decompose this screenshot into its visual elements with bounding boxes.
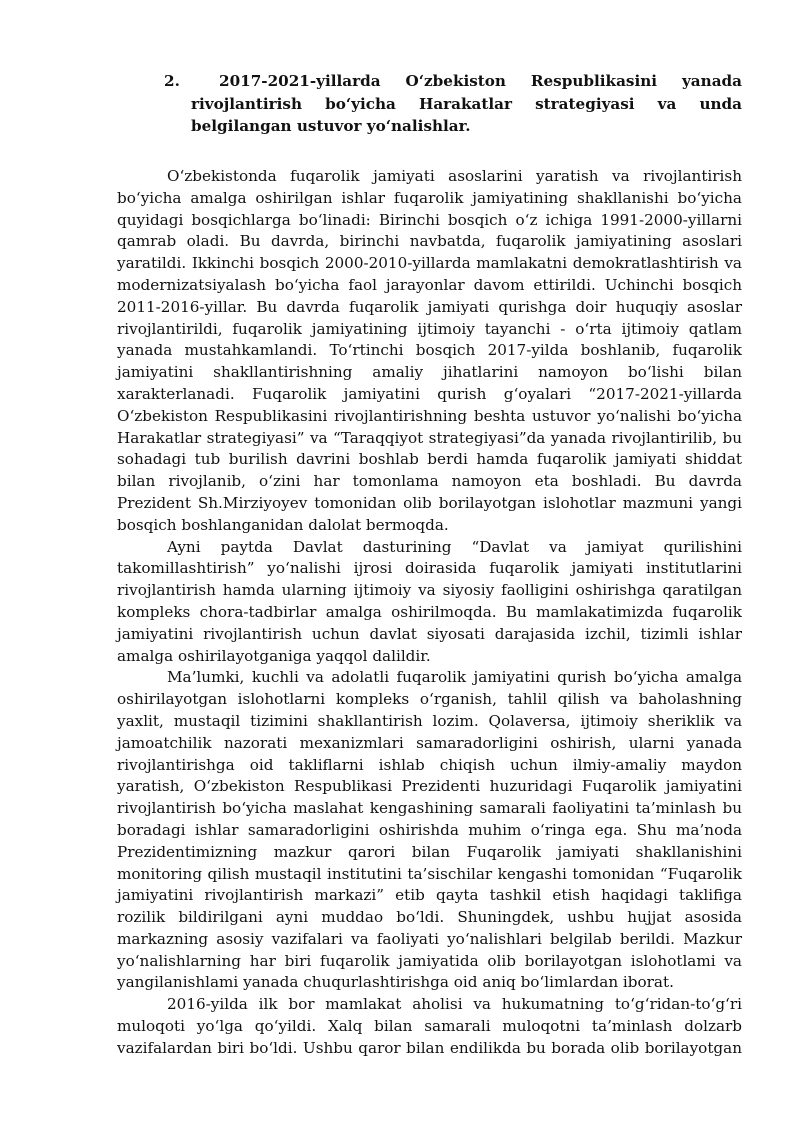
section-title: 2017-2021-yillarda O‘zbekiston Respublikasini yanada rivojlantirish bo‘yicha Harakatlar strategiyasi va unda belgilangan ustuvor yo‘nalishlar. — [191, 72, 742, 135]
section-heading — [164, 70, 742, 138]
paragraph: O‘zbekistonda fuqarolik jamiyati asoslarini yaratish va rivojlantirish bo‘yicha amalga oshirilgan ishlar fuqarolik jamiyatining shakllanishi bo‘yicha quyidagi bosqichlarga bo‘linadi: Birinchi bosqich o‘z ichiga 1991-2000-yillarni qamrab oladi. Bu davrda, birinchi navbatda, fuqarolik jamiyatining asoslari yaratildi. Ikkinchi bosqich 2000-2010-yillarda mamlakatni demokratlashtirish va modernizatsiyalash bo‘yicha faol jarayonlar davom ettirildi. Uchinchi bosqich 2011-2016-yillar. Bu davrda fuqarolik jamiyati qurishga doir huquqiy asoslar rivojlantirildi, fuqarolik jamiyatining ijtimoiy tayanchi - o‘rta ijtimoiy qatlam yanada mustahkamlandi. To‘rtinchi bosqich 2017-yilda boshlanib, fuqarolik jamiyatini shakllantirishning amaliy jihatlarini namoyon bo‘lishi bilan xarakterlanadi. Fuqarolik jamiyatini qurish g‘oyalari “2017-2021-yillarda O‘zbekiston Respublikasini rivojlantirishning beshta ustuvor yo‘nalishi bo‘yicha Harakatlar strategiyasi” va “Taraqqiyot strategiyasi”da yanada rivojlantirilib, bu sohadagi tub burilish davrini boshlab berdi hamda fuqarolik jamiyati shiddat bilan rivojlanib, o‘zini har tomonlama namoyon eta boshladi. Bu davrda Prezident Sh.Mirziyoyev tomonidan olib borilayotgan islohotlar mazmuni yangi bosqich boshlanganidan dalolat bermoqda. — [117, 167, 742, 534]
paragraph: Ma’lumki, kuchli va adolatli fuqarolik jamiyatini qurish bo‘yicha amalga oshirilayotgan islohotlarni kompleks o‘rganish, tahlil qilish va baholashning yaxlit, mustaqil tizimini shakllantirish lozim. Qolaversa, ijtimoiy sheriklik va jamoatchilik nazorati mexanizmlari samaradorligini oshirish, ularni yanada rivojlantirishga oid takliflarni ishlab chiqish uchun ilmiy-amaliy maydon yaratish, O‘zbekiston Respublikasi Prezidenti huzuridagi Fuqarolik jamiyatini rivojlantirish bo‘yicha maslahat kengashining samarali faoliyatini ta’minlash bu boradagi ishlar samaradorligini oshirishda muhim o‘ringa ega. Shu ma’noda Prezidentimizning mazkur qarori bilan Fuqarolik jamiyati shakllanishini monitoring qilish mustaqil institutini ta’sischilar kengashi tomonidan “Fuqarolik jamiyatini rivojlantirish markazi” etib qayta tashkil etish haqidagi taklifiga rozilik bildirilgani ayni muddao bo‘ldi. Shuningdek, ushbu hujjat asosida markazning asosiy vazifalari va faoliyati yo‘nalishlari belgilab berildi. Mazkur yo‘nalishlarning har biri fuqarolik jamiyatida olib borilayotgan islohotlami va yangilanishlami yanada chuqurlashtirishga oid aniq bo‘limlardan iborat. — [117, 668, 742, 992]
paragraph: Ayni paytda Davlat dasturining “Davlat va jamiyat qurilishini takomillashtirish” yo‘nalishi ijrosi doirasida fuqarolik jamiyati institutlarini rivojlantirish hamda ularning ijtimoiy va siyosiy faolligini oshirishga qaratilgan kompleks chora-tadbirlar amalga oshirilmoqda. Bu mamlakatimizda fuqarolik jamiyatini rivojlantirish uchun davlat siyosati darajasida izchil, tizimli ishlar amalga oshirilayotganiga yaqqol dalildir. — [117, 537, 742, 665]
section-number: 2. — [164, 72, 180, 90]
paragraph: 2016-yilda ilk bor mamlakat aholisi va hukumatning to‘g‘ridan-to‘g‘ri muloqoti yo‘lga qo‘yildi. Xalq bilan samarali muloqotni ta’minlash dolzarb vazifalardan biri bo‘ldi. Ushbu qaror bilan endilikda bu borada olib borilayotgan — [117, 995, 742, 1057]
body-text — [117, 166, 742, 1060]
